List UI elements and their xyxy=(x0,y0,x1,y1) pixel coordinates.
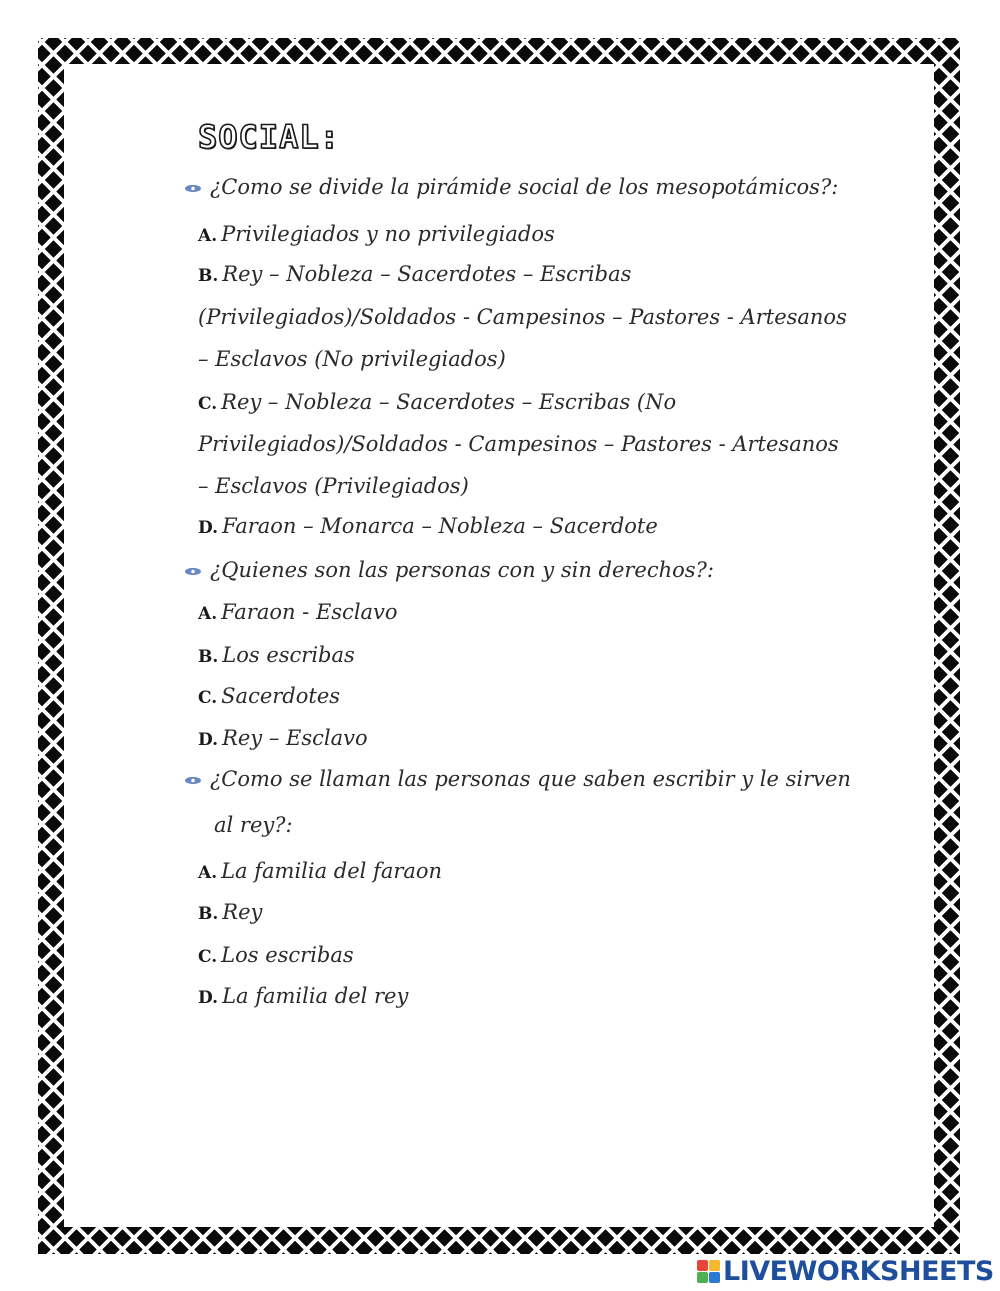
question-3-text-continued xyxy=(214,813,293,837)
question-text: ¿Quienes son las personas con y sin derechos?: xyxy=(210,558,714,582)
option-text: – Esclavos (No privilegiados) xyxy=(198,347,506,371)
option-b[interactable] xyxy=(198,900,262,924)
watermark-text: LIVEWORKSHEETS xyxy=(723,1255,994,1287)
option-text: Los escribas xyxy=(222,643,355,667)
question-3-text xyxy=(184,767,851,791)
option-b-continued xyxy=(198,347,506,371)
option-letter: D. xyxy=(198,730,219,750)
option-text: Rey xyxy=(222,900,263,924)
option-letter: B. xyxy=(198,647,219,667)
option-b-continued xyxy=(198,305,847,329)
option-c[interactable] xyxy=(198,943,354,967)
option-b[interactable] xyxy=(198,643,355,667)
option-c[interactable] xyxy=(198,684,340,708)
option-text: Faraon - Esclavo xyxy=(221,600,398,624)
option-letter: D. xyxy=(198,988,219,1008)
option-letter: C. xyxy=(198,947,218,967)
liveworksheets-logo xyxy=(697,1257,994,1285)
option-c-continued xyxy=(198,432,839,456)
option-d[interactable] xyxy=(198,726,368,750)
eye-bullet-icon xyxy=(184,567,202,576)
option-a[interactable] xyxy=(198,600,398,624)
option-letter: D. xyxy=(198,518,219,538)
option-letter: A. xyxy=(198,604,218,624)
option-text: – Esclavos (Privilegiados) xyxy=(198,474,469,498)
logo-square-e xyxy=(709,1272,720,1283)
logo-square-v xyxy=(697,1272,708,1283)
eye-bullet-icon xyxy=(184,776,202,785)
eye-bullet-icon xyxy=(184,184,202,193)
option-letter: A. xyxy=(198,226,218,246)
question-2-text xyxy=(184,558,714,582)
option-text: Privilegiados y no privilegiados xyxy=(221,222,555,246)
option-d[interactable] xyxy=(198,984,408,1008)
option-text: Faraon – Monarca – Nobleza – Sacerdote xyxy=(222,514,658,538)
question-text: al rey?: xyxy=(214,813,293,837)
option-letter: A. xyxy=(198,863,218,883)
option-text: La familia del faraon xyxy=(221,859,443,883)
option-text: Sacerdotes xyxy=(221,684,341,708)
option-letter: C. xyxy=(198,394,218,414)
option-text: Rey – Nobleza – Sacerdotes – Escribas (No xyxy=(221,390,677,414)
option-a[interactable] xyxy=(198,859,442,883)
logo-square-i xyxy=(709,1260,720,1271)
option-text: Privilegiados)/Soldados - Campesinos – Pastores - Artesanos xyxy=(198,432,839,456)
logo-square-l xyxy=(697,1260,708,1271)
option-text: Rey – Nobleza – Sacerdotes – Escribas xyxy=(222,262,632,286)
option-letter: B. xyxy=(198,266,219,286)
option-d[interactable] xyxy=(198,514,658,538)
option-c[interactable] xyxy=(198,390,676,414)
option-text: Los escribas xyxy=(221,943,354,967)
option-text: (Privilegiados)/Soldados - Campesinos – Pastores - Artesanos xyxy=(198,305,847,329)
liveworksheets-logo-icon xyxy=(697,1260,720,1283)
question-text: ¿Como se llaman las personas que saben escribir y le sirven xyxy=(210,767,851,791)
option-c-continued xyxy=(198,474,469,498)
question-text: ¿Como se divide la pirámide social de los mesopotámicos?: xyxy=(210,175,839,199)
option-letter: C. xyxy=(198,688,218,708)
option-letter: B. xyxy=(198,904,219,924)
section-heading: SOCIAL: xyxy=(198,118,340,156)
option-b[interactable] xyxy=(198,262,631,286)
question-1-text xyxy=(184,175,838,199)
option-a[interactable] xyxy=(198,222,555,246)
option-text: Rey – Esclavo xyxy=(222,726,368,750)
option-text: La familia del rey xyxy=(222,984,409,1008)
